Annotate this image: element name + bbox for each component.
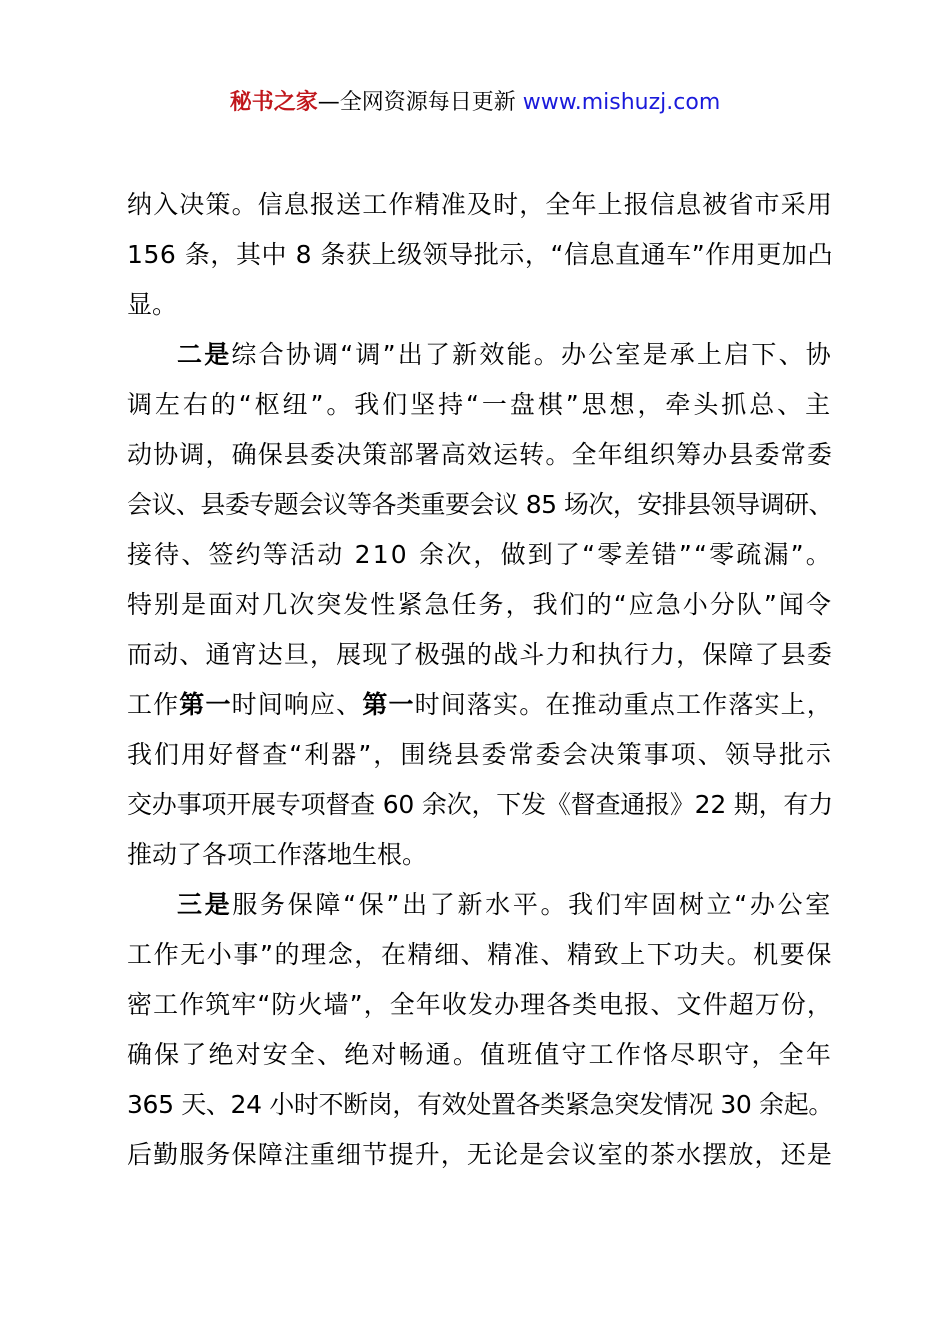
page-header xyxy=(0,86,950,120)
text-line xyxy=(127,630,833,680)
text-run: 时间响应、 xyxy=(231,690,363,719)
text-line xyxy=(127,430,833,480)
bold-text: 第一 xyxy=(179,690,232,719)
text-line xyxy=(127,880,833,930)
text-run: 工作无小事”的理念，在精细、精准、精致上下功夫。机要保 xyxy=(127,940,833,969)
text-run: 动协调，确保县委决策部署高效运转。全年组织筹办县委常委 xyxy=(127,440,833,469)
text-line xyxy=(127,680,833,730)
text-run: 综合协调“调”出了新效能。办公室是承上启下、协 xyxy=(231,340,833,369)
text-run: 接待、签约等活动 210 余次，做到了“零差错”“零疏漏”。 xyxy=(127,540,833,569)
text-line xyxy=(127,1080,833,1130)
text-line xyxy=(127,830,833,880)
text-run: 调左右的“枢纽”。我们坚持“一盘棋”思想，牵头抓总、主 xyxy=(127,390,833,419)
text-line xyxy=(127,230,833,280)
text-run: 纳入决策。信息报送工作精准及时，全年上报信息被省市采用 xyxy=(127,190,833,219)
text-run: 后勤服务保障注重细节提升，无论是会议室的茶水摆放，还是 xyxy=(127,1140,833,1169)
text-line xyxy=(127,280,833,330)
text-line xyxy=(127,480,833,530)
text-line xyxy=(127,530,833,580)
text-run: 156 条，其中 8 条获上级领导批示，“信息直通车”作用更加凸 xyxy=(127,240,833,269)
header-tagline: —全网资源每日更新 xyxy=(317,90,523,115)
text-run: 而动、通宵达旦，展现了极强的战斗力和执行力，保障了县委 xyxy=(127,640,833,669)
text-run: 工作 xyxy=(127,690,180,719)
text-run: 确保了绝对安全、绝对畅通。值班值守工作恪尽职守，全年 xyxy=(127,1040,833,1069)
text-run: 密工作筑牢“防火墙”，全年收发办理各类电报、文件超万份， xyxy=(127,990,833,1019)
text-run: 特别是面对几次突发性紧急任务，我们的“应急小分队”闻令 xyxy=(127,590,833,619)
text-run: 365 天、24 小时不断岗，有效处置各类紧急突发情况 30 余起。 xyxy=(127,1090,833,1119)
text-run: 显。 xyxy=(127,290,178,319)
text-run: 时间落实。在推动重点工作落实上， xyxy=(414,690,833,719)
text-run: 交办事项开展专项督查 60 余次，下发《督查通报》22 期，有力 xyxy=(127,790,833,819)
text-line xyxy=(127,180,833,230)
text-line xyxy=(127,780,833,830)
text-line xyxy=(127,330,833,380)
text-line xyxy=(127,930,833,980)
document-body xyxy=(127,180,833,1180)
text-line xyxy=(127,580,833,630)
brand-name: 秘书之家 xyxy=(229,90,318,115)
text-line xyxy=(127,980,833,1030)
text-run: 会议、县委专题会议等各类重要会议 85 场次，安排县领导调研、 xyxy=(127,490,833,519)
text-run: 推动了各项工作落地生根。 xyxy=(127,840,428,869)
text-line xyxy=(127,1130,833,1180)
bold-text: 第一 xyxy=(362,690,415,719)
text-line xyxy=(127,1030,833,1080)
text-run: 服务保障“保”出了新水平。我们牢固树立“办公室 xyxy=(232,890,833,919)
bold-text: 三是 xyxy=(177,890,233,919)
bold-text: 二是 xyxy=(177,340,232,369)
text-line xyxy=(127,380,833,430)
website-link[interactable]: www.mishuzj.com xyxy=(522,90,721,115)
text-run: 我们用好督查“利器”，围绕县委常委会决策事项、领导批示 xyxy=(127,740,833,769)
text-line xyxy=(127,730,833,780)
